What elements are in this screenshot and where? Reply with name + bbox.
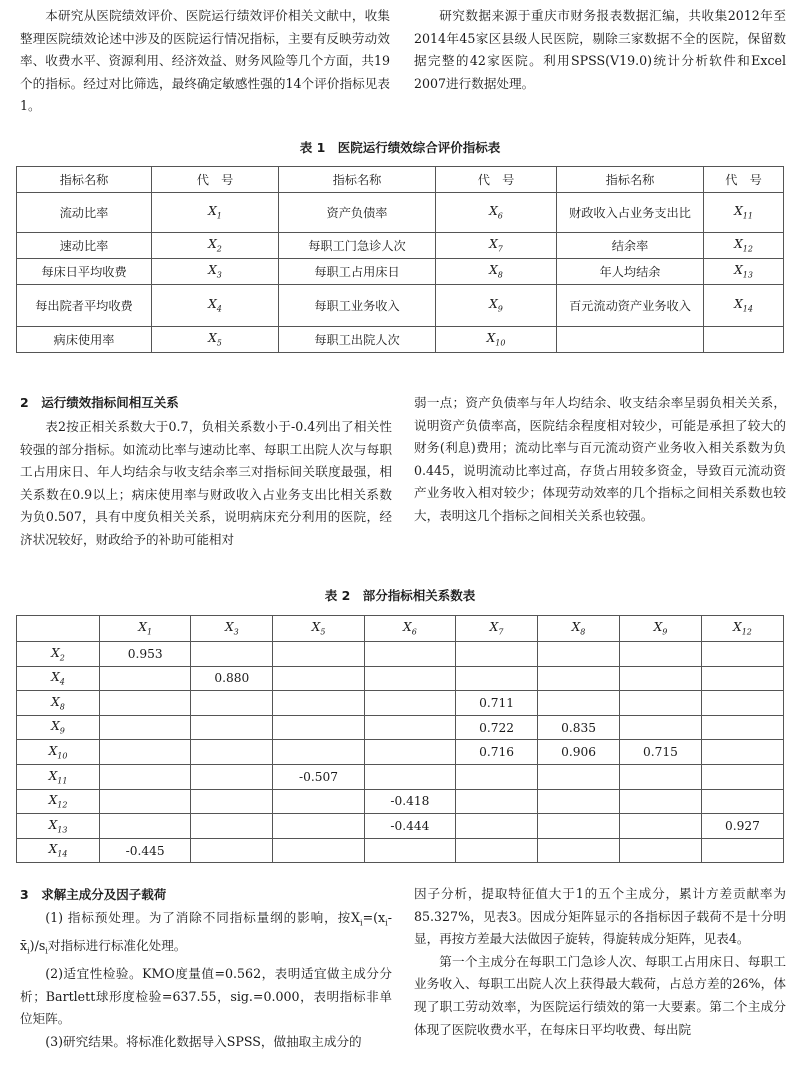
table1-header-cell: 代 号 (704, 167, 784, 193)
correlation-cell: 0.722 (456, 715, 538, 740)
correlation-cell (456, 642, 538, 667)
section2-left-paragraph: 表2按正相关系数大于0.7，负相关系数小于-0.4列出了相关性较强的部分指标。如流动比率与速动比率、每职工出院人次与每职工占用床日、年人均结余与收支结余率三对指标间关联度最强，相关系数在0.9以上；病床使用率与财政收入占业务支出比相关系数为负0.507，具有中度负相关关系，说明病床充分利用的医院，经济状况较好，财政给予的补助可能相对 (20, 419, 392, 547)
correlation-cell (538, 691, 620, 716)
table1-header-cell: 指标名称 (17, 167, 152, 193)
correlation-cell (619, 642, 701, 667)
correlation-cell (273, 666, 364, 691)
table2-row (17, 715, 784, 740)
indicator-name-cell: 结余率 (557, 233, 704, 259)
correlation-cell (100, 691, 191, 716)
correlation-cell (456, 666, 538, 691)
table1-header-cell: 指标名称 (279, 167, 436, 193)
correlation-cell: 0.716 (456, 740, 538, 765)
table2-row (17, 764, 784, 789)
correlation-cell (701, 838, 783, 863)
correlation-cell (619, 691, 701, 716)
correlation-cell (364, 642, 455, 667)
correlation-cell (456, 838, 538, 863)
correlation-cell (100, 814, 191, 839)
correlation-cell (100, 789, 191, 814)
correlation-cell (619, 838, 701, 863)
correlation-cell: 0.711 (456, 691, 538, 716)
indicator-name-cell: 年人均结余 (557, 259, 704, 285)
correlation-cell: -0.445 (100, 838, 191, 863)
table1-header-cell: 指标名称 (557, 167, 704, 193)
indicator-name-cell: 百元流动资产业务收入 (557, 285, 704, 327)
indicator-name-cell: 病床使用率 (17, 327, 152, 353)
correlation-cell (364, 666, 455, 691)
correlation-cell: 0.835 (538, 715, 620, 740)
table2-row-label: $X_2$ (17, 642, 100, 667)
table2-column-header: $X_7$ (456, 616, 538, 642)
correlation-cell: 0.927 (701, 814, 783, 839)
correlation-cell (273, 740, 364, 765)
correlation-cell (619, 715, 701, 740)
correlation-cell (273, 715, 364, 740)
section3-heading: 3 求解主成分及因子载荷 (20, 887, 167, 902)
correlation-cell (619, 789, 701, 814)
table1-header-cell: 代 号 (152, 167, 279, 193)
table2-column-header: $X_5$ (273, 616, 364, 642)
indicator-name-cell: 速动比率 (17, 233, 152, 259)
table2-row-label: $X_{12}$ (17, 789, 100, 814)
correlation-cell (364, 691, 455, 716)
correlation-cell (701, 764, 783, 789)
indicator-code-cell: $X_{14}$ (704, 285, 784, 327)
indicator-code-cell: $X_5$ (152, 327, 279, 353)
indicator-name-cell: 每出院者平均收费 (17, 285, 152, 327)
correlation-cell (273, 789, 364, 814)
table1-row (17, 193, 784, 233)
indicator-name-cell: 每职工占用床日 (279, 259, 436, 285)
table2-row-label: $X_{14}$ (17, 838, 100, 863)
correlation-cell (364, 838, 455, 863)
indicator-name-cell: 资产负债率 (279, 193, 436, 233)
formula-part: )/s (29, 938, 46, 954)
table2-row-label: $X_{13}$ (17, 814, 100, 839)
table2-header-row (17, 616, 784, 642)
correlation-cell (191, 691, 273, 716)
data-source-column (414, 5, 786, 95)
table2-row-label: $X_{11}$ (17, 764, 100, 789)
correlation-table (16, 615, 784, 863)
correlation-cell (191, 740, 273, 765)
table2-row (17, 814, 784, 839)
correlation-cell: 0.880 (191, 666, 273, 691)
indicator-code-cell (704, 327, 784, 353)
correlation-cell (701, 691, 783, 716)
table2-row-label: $X_{10}$ (17, 740, 100, 765)
table2-row (17, 740, 784, 765)
indicator-code-cell: $X_8$ (436, 259, 557, 285)
correlation-cell (191, 789, 273, 814)
correlation-cell: -0.418 (364, 789, 455, 814)
correlation-cell (701, 740, 783, 765)
correlation-cell (364, 715, 455, 740)
correlation-cell (364, 764, 455, 789)
indicator-name-cell: 流动比率 (17, 193, 152, 233)
intro-left-column (20, 5, 390, 118)
section3-right-column (414, 883, 786, 1041)
indicator-code-cell: $X_4$ (152, 285, 279, 327)
correlation-cell: -0.507 (273, 764, 364, 789)
correlation-cell (538, 666, 620, 691)
indicator-code-cell: $X_7$ (436, 233, 557, 259)
intro-paragraph: 本研究从医院绩效评价、医院运行绩效评价相关文献中，收集整理医院绩效论述中涉及的医院运行情况指标，主要有反映劳动效率、收费水平、资源利用、经济效益、财务风险等几个方面，共19个的指标。经过对比筛选，最终确定敏感性强的14个评价指标见表1。 (20, 8, 390, 114)
correlation-cell (701, 715, 783, 740)
correlation-cell (701, 666, 783, 691)
table2-column-header: $X_6$ (364, 616, 455, 642)
indicator-table (16, 166, 784, 353)
indicator-code-cell: $X_{13}$ (704, 259, 784, 285)
correlation-cell (619, 666, 701, 691)
results-paragraph: (3)研究结果。将标准化数据导入SPSS，做抽取主成分的 (45, 1034, 362, 1049)
table1-header-cell: 代 号 (436, 167, 557, 193)
correlation-cell (100, 715, 191, 740)
table2-column-header: $X_1$ (100, 616, 191, 642)
indicator-code-cell: $X_{12}$ (704, 233, 784, 259)
table1-caption: 表 1 医院运行绩效综合评价指标表 (299, 140, 501, 155)
table2-caption: 表 2 部分指标相关系数表 (324, 588, 476, 603)
table2-column-header: $X_3$ (191, 616, 273, 642)
correlation-cell (619, 814, 701, 839)
table2-row (17, 789, 784, 814)
indicator-code-cell: $X_{10}$ (436, 327, 557, 353)
correlation-cell (273, 642, 364, 667)
section2-left-column (20, 390, 392, 552)
indicator-code-cell: $X_{11}$ (704, 193, 784, 233)
table1-row (17, 259, 784, 285)
formula-part: -x̄ (20, 910, 392, 954)
correlation-cell (364, 740, 455, 765)
table2-row (17, 666, 784, 691)
indicator-name-cell: 每职工出院人次 (279, 327, 436, 353)
table2-row-label: $X_9$ (17, 715, 100, 740)
indicator-code-cell: $X_9$ (436, 285, 557, 327)
table1-header-row (17, 167, 784, 193)
correlation-cell (191, 715, 273, 740)
correlation-cell (538, 764, 620, 789)
data-source-paragraph: 研究数据来源于重庆市财务报表数据汇编，共收集2012年至2014年45家区县级人民医院，剔除三家数据不全的医院，保留数据完整的42家医院。利用SPSS(V19.0)统计分析软件和Excel 2007进行数据处理。 (414, 8, 786, 91)
table2-column-header: $X_8$ (538, 616, 620, 642)
correlation-cell (191, 642, 273, 667)
table2-row-label: $X_4$ (17, 666, 100, 691)
indicator-name-cell (557, 327, 704, 353)
correlation-cell (100, 740, 191, 765)
preprocessing-paragraph: (1) 指标预处理。为了消除不同指标量纲的影响，按$X_i=(x_i-x̄_i)/s_i$对指标进行标准化处理。 (20, 910, 392, 956)
table2-row (17, 642, 784, 667)
correlation-cell (100, 666, 191, 691)
correlation-cell (191, 814, 273, 839)
indicator-name-cell: 财政收入占业务支出比 (557, 193, 704, 233)
preprocessing-text-end: 对指标进行标准化处理。 (47, 938, 187, 954)
correlation-cell (701, 789, 783, 814)
section3-left-column (20, 883, 392, 1054)
suitability-paragraph: (2)适宜性检验。KMO度量值=0.562，表明适宜做主成分分析；Bartlett球形度检验=637.55，sig.=0.000，表明指标非单位矩阵。 (20, 966, 392, 1027)
indicator-name-cell: 每职工业务收入 (279, 285, 436, 327)
table1-row (17, 327, 784, 353)
section2-right-paragraph: 弱一点；资产负债率与年人均结余、收支结余率呈弱负相关关系，说明资产负债率高，医院结余程度相对较少，可能是承担了较大的财务(利息)费用；流动比率与百元流动资产业务收入相关系数为负0.445，说明流动比率过高，存货占用较多资金，导致百元流动资产业务收入相对较少；体现劳动效率的几个指标之间相关系数也较大，表明这几个指标之间相关关系也较强。 (414, 395, 786, 523)
correlation-cell (191, 764, 273, 789)
correlation-cell (273, 691, 364, 716)
table2-column-header: $X_{12}$ (701, 616, 783, 642)
correlation-cell (191, 838, 273, 863)
correlation-cell (701, 642, 783, 667)
indicator-code-cell: $X_1$ (152, 193, 279, 233)
correlation-cell (100, 764, 191, 789)
table2-row (17, 691, 784, 716)
section2-heading: 2 运行绩效指标间相互关系 (20, 395, 179, 410)
table2-column-header: $X_9$ (619, 616, 701, 642)
correlation-cell (538, 814, 620, 839)
correlation-cell (273, 838, 364, 863)
formula-part: =(x (362, 910, 386, 925)
correlation-cell: 0.906 (538, 740, 620, 765)
correlation-cell: 0.715 (619, 740, 701, 765)
correlation-cell (456, 764, 538, 789)
indicator-code-cell: $X_2$ (152, 233, 279, 259)
correlation-cell (538, 642, 620, 667)
table2-row-label: $X_8$ (17, 691, 100, 716)
correlation-cell (538, 838, 620, 863)
section2-right-column (414, 392, 786, 528)
indicator-code-cell: $X_6$ (436, 193, 557, 233)
correlation-cell (619, 764, 701, 789)
table2-row (17, 838, 784, 863)
correlation-cell (538, 789, 620, 814)
correlation-cell: 0.953 (100, 642, 191, 667)
first-component-paragraph: 第一个主成分在每职工门急诊人次、每职工占用床日、每职工业务收入、每职工出院人次上获得最大载荷，占总方差的26%，体现了职工劳动效率，为医院运行绩效的第一大要素。第二个主成分体现了医院收费水平，在每床日平均收费、每出院 (414, 953, 786, 1037)
correlation-cell (456, 789, 538, 814)
indicator-name-cell: 每床日平均收费 (17, 259, 152, 285)
indicator-name-cell: 每职工门急诊人次 (279, 233, 436, 259)
factor-analysis-paragraph: 因子分析，提取特征值大于1的五个主成分，累计方差贡献率为85.327%，见表3。因成分矩阵显示的各指标因子载荷不是十分明显，再按方差最大法做因子旋转，得旋转成分矩阵，见表4。 (414, 886, 786, 947)
correlation-cell: -0.444 (364, 814, 455, 839)
table2-corner-cell (17, 616, 100, 642)
indicator-code-cell: $X_3$ (152, 259, 279, 285)
correlation-cell (273, 814, 364, 839)
table1-row (17, 233, 784, 259)
table1-row (17, 285, 784, 327)
preprocessing-text: (1) 指标预处理。为了消除不同指标量纲的影响，按X (45, 910, 361, 925)
correlation-cell (456, 814, 538, 839)
